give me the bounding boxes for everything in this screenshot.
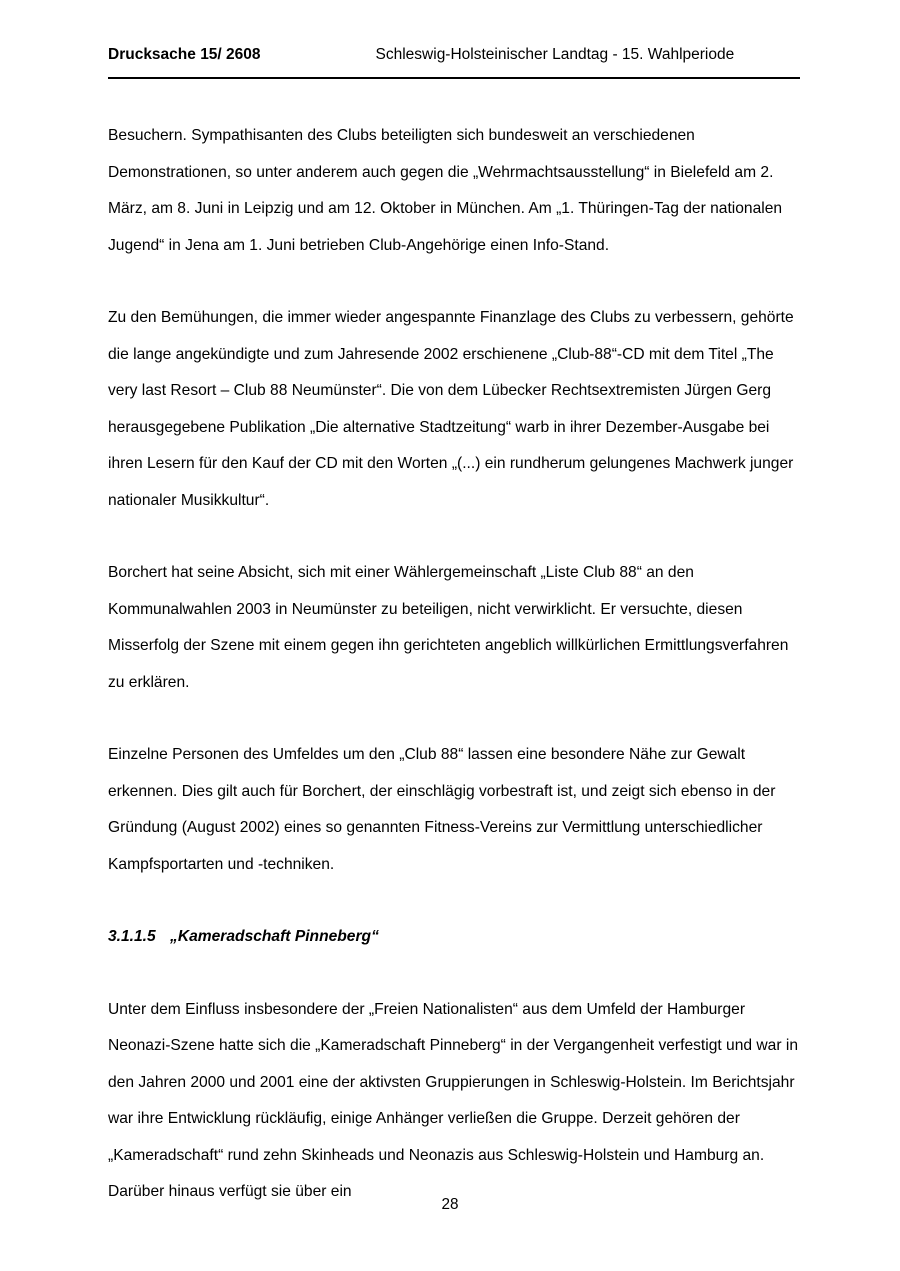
page-number: 28 — [441, 1196, 459, 1213]
section-heading — [108, 919, 802, 956]
page-footer — [0, 1196, 900, 1214]
page-header — [108, 46, 800, 64]
paragraph-1: Besuchern. Sympathisanten des Clubs beteiligten sich bundesweit an verschiedenen Demonstrationen, so unter anderem auch gegen die „Wehrmachtsausstellung“ in Bielefeld am 2. März, am 8. Juni in Leipzig und am 12. Oktober in München. Am „1. Thüringen-Tag der nationalen Jugend“ in Jena am 1. Juni betrieben Club-Angehörige einen Info-Stand. — [108, 127, 787, 254]
header-divider — [108, 77, 800, 79]
section-title: „Kameradschaft Pinneberg“ — [170, 928, 379, 945]
paragraph-4: Einzelne Personen des Umfeldes um den „Club 88“ lassen eine besondere Nähe zur Gewalt erkennen. Dies gilt auch für Borchert, der einschlägig vorbestraft ist, und zeigt sich ebenso in der Gründung (August 2002) eines so genannten Fitness-Vereins zur Vermittlung unterschiedlicher Kampfsportarten und -techniken. — [108, 746, 780, 873]
header-drucksache: Drucksache 15/ 2608 — [108, 46, 261, 63]
document-body — [108, 118, 802, 1211]
paragraph-5: Unter dem Einfluss insbesondere der „Freien Nationalisten“ aus dem Umfeld der Hamburger Neonazi-Szene hatte sich die „Kameradschaft Pinneberg“ in der Vergangenheit verfestigt und war in den Jahren 2000 und 2001 eine der aktivsten Gruppierungen in Schleswig-Holstein. Im Berichtsjahr war ihre Entwicklung rückläufig, einige Anhänger verließen die Gruppe. Derzeit gehören der „Kameradschaft“ rund zehn Skinheads und Neonazis aus Schleswig-Holstein und Hamburg an. Darüber hinaus verfügt sie über ein — [108, 1000, 803, 1200]
header-landtag: Schleswig-Holsteinischer Landtag - 15. Wahlperiode — [375, 46, 735, 63]
section-number: 3.1.1.5 — [108, 928, 156, 945]
paragraph-3: Borchert hat seine Absicht, sich mit einer Wählergemeinschaft „Liste Club 88“ an den Kommunalwahlen 2003 in Neumünster zu beteiligen, nicht verwirklicht. Er versuchte, diesen Misserfolg der Szene mit einem gegen ihn gerichteten angeblich willkürlichen Ermittlungsverfahren zu erklären. — [108, 564, 793, 691]
paragraph-2: Zu den Bemühungen, die immer wieder angespannte Finanzlage des Clubs zu verbessern, gehörte die lange angekündigte und zum Jahresende 2002 erschienene „Club-88“-CD mit dem Titel „The very last Resort – Club 88 Neumünster“. Die von dem Lübecker Rechtsextremisten Jürgen Gerg herausgegebene Publikation „Die alternative Stadtzeitung“ warb in ihrer Dezember-Ausgabe bei ihren Lesern für den Kauf der CD mit den Worten „(...) ein rundherum gelungenes Machwerk junger nationaler Musikkultur“. — [108, 309, 799, 509]
